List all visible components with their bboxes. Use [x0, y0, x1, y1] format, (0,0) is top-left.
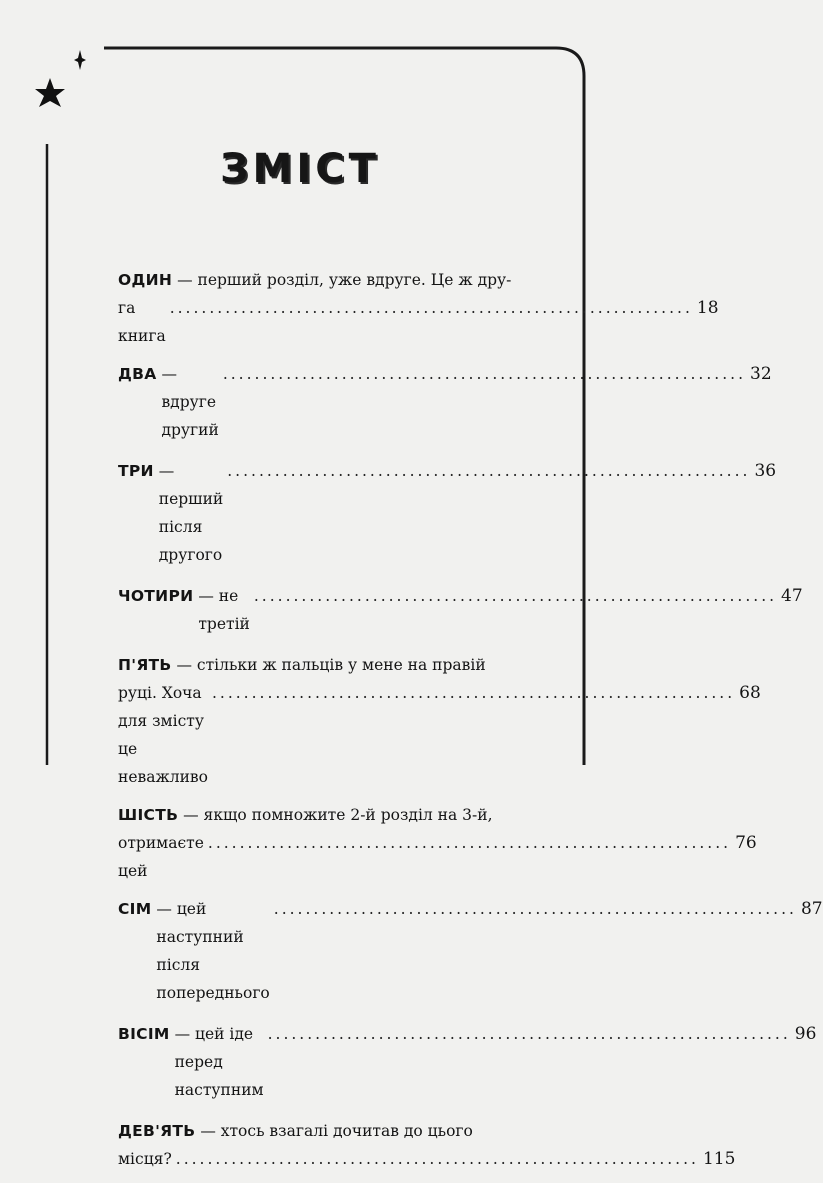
dot-leader: .................................................................. — [222, 365, 746, 383]
chapter-name: ВІСІМ — [118, 1025, 170, 1043]
chapter-description: — стільки ж пальців у мене на правій — [176, 656, 486, 674]
chapter-name: П'ЯТЬ — [118, 656, 172, 674]
page-number: 68 — [739, 683, 761, 703]
toc-entry-9 — [118, 1117, 736, 1173]
toc-entry-1 — [118, 266, 719, 350]
chapter-name: СІМ — [118, 900, 152, 918]
chapter-description: — цей іде перед наступним — [174, 1025, 264, 1099]
toc-entry-6 — [118, 801, 757, 885]
chapter-description: отримаєте цей — [118, 834, 204, 880]
dot-leader: .................................................................. — [227, 462, 751, 480]
chapter-name: ТРИ — [118, 462, 154, 480]
toc-entry-4 — [118, 582, 803, 638]
page-number: 87 — [800, 899, 823, 919]
page-number: 47 — [781, 586, 803, 606]
chapter-name: ЧОТИРИ — [118, 587, 194, 605]
chapter-description: — хтось взагалі дочитав до цього — [200, 1122, 473, 1140]
chapter-description: руці. Хоча для змісту це неважливо — [118, 684, 208, 786]
page-number: 36 — [754, 461, 777, 481]
chapter-name: ШІСТЬ — [118, 806, 179, 824]
table-of-contents — [118, 266, 823, 1183]
dot-leader: .................................................................. — [207, 834, 732, 852]
large-star-icon — [35, 78, 65, 107]
page-number: 32 — [750, 364, 772, 384]
page-number: 115 — [702, 1149, 736, 1169]
page-title: ЗМІСТ — [220, 146, 380, 192]
dot-leader: .................................................................. — [253, 587, 778, 605]
chapter-description: — цей наступний після попереднього — [156, 900, 270, 1002]
chapter-name: ДВА — [118, 365, 157, 383]
chapter-description: — перший розділ, уже вдруге. Це ж дру- — [177, 271, 512, 289]
toc-entry-8 — [118, 1020, 817, 1104]
toc-entry-5 — [118, 651, 761, 791]
toc-entry-2 — [118, 360, 772, 444]
chapter-description: га книга — [118, 299, 166, 345]
small-star-icon — [74, 50, 86, 70]
toc-entry-7 — [118, 895, 823, 1007]
page-number: 96 — [794, 1024, 817, 1044]
chapter-name: ОДИН — [118, 271, 173, 289]
chapter-description: — не третій — [198, 587, 250, 633]
dot-leader: .................................................................. — [169, 299, 693, 317]
dot-leader: .................................................................. — [267, 1025, 791, 1043]
toc-entry-3 — [118, 457, 777, 569]
page-number: 18 — [696, 298, 719, 318]
page-number: 76 — [735, 833, 757, 853]
chapter-description: — якщо помножите 2-й розділ на 3-й, — [183, 806, 493, 824]
chapter-description: місця? — [118, 1150, 172, 1168]
chapter-description: — перший після другого — [158, 462, 224, 564]
dot-leader: .................................................................. — [273, 900, 797, 918]
chapter-description: — вдруге другий — [161, 365, 219, 439]
dot-leader: .................................................................. — [175, 1150, 699, 1168]
chapter-name: ДЕВ'ЯТЬ — [118, 1122, 196, 1140]
dot-leader: .................................................................. — [211, 684, 736, 702]
